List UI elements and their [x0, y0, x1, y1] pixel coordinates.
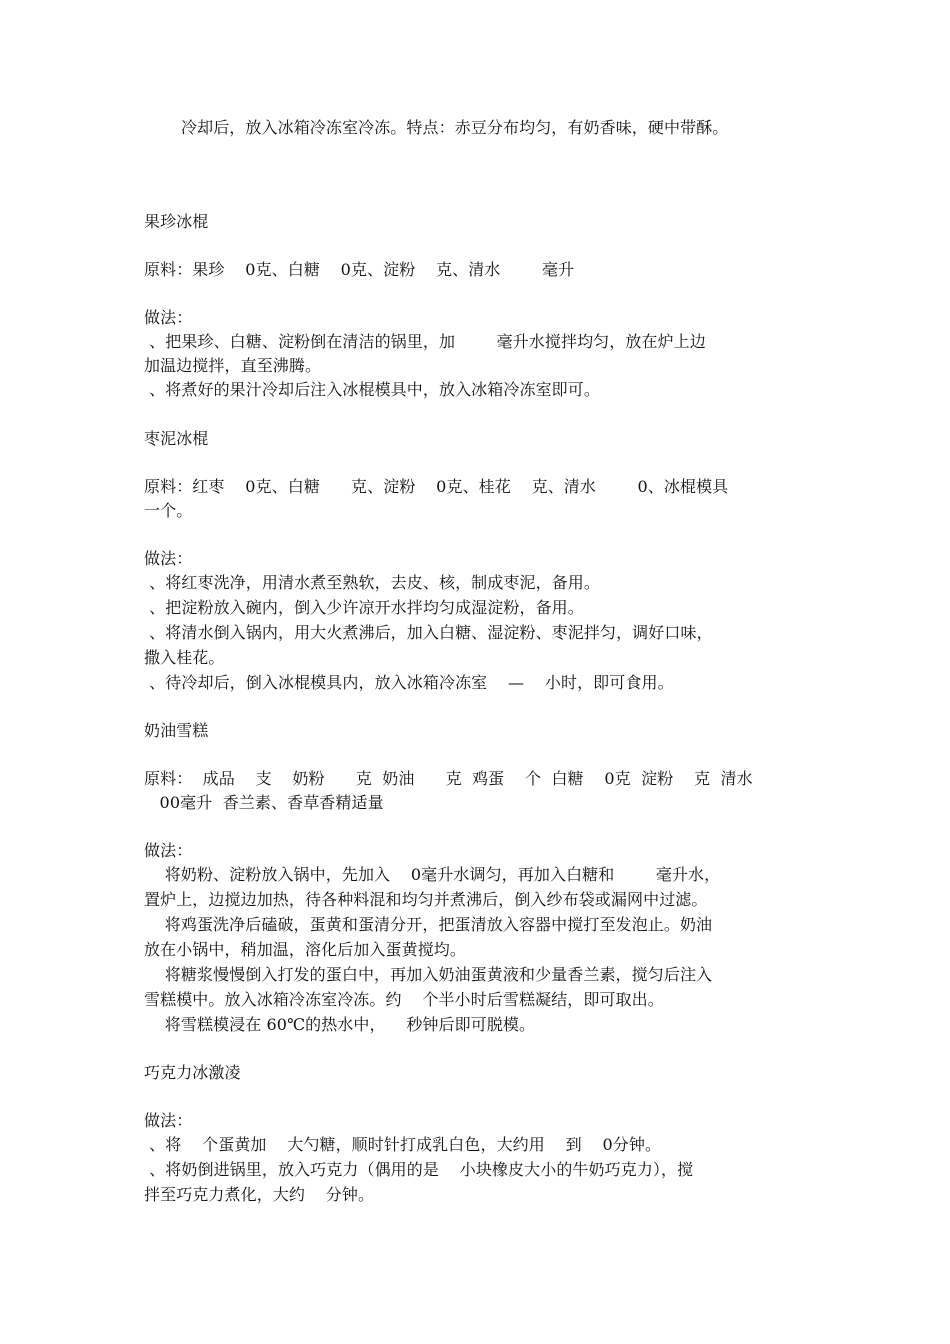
- intro-line: 冷却后，放入冰箱冷冻室冷冻。特点：赤豆分布均匀，有奶香味，硬中带酥。: [181, 118, 729, 137]
- section-title-zaoni: 枣泥冰棍: [144, 429, 209, 448]
- ingredients-zaoni-1: 原料：红枣 0克、白糖 克、淀粉 0克、桂花 克、清水 0、冰棍模具: [144, 477, 729, 496]
- step-line: 、将奶倒进锅里，放入巧克力（偶用的是 小块橡皮大小的牛奶巧克力），搅: [144, 1160, 694, 1179]
- method-label-naiyou: 做法：: [144, 841, 193, 860]
- step-line: 将雪糕模浸在 60℃的热水中， 秒钟后即可脱模。: [144, 1015, 536, 1034]
- step-line: 放在小锅中，稍加温，溶化后加入蛋黄搅均。: [144, 940, 467, 959]
- step-line: 将奶粉、淀粉放入锅中，先加入 0毫升水调匀，再加入白糖和 毫升水，: [144, 865, 721, 884]
- ingredients-naiyou-2: 00毫升 香兰素、香草香精适量: [144, 793, 384, 812]
- ingredients-zaoni-2: 一个。: [144, 501, 193, 520]
- ingredients-guozhen: 原料：果珍 0克、白糖 0克、淀粉 克、清水 毫升: [144, 260, 575, 279]
- step-line: 、把淀粉放入碗内，倒入少许凉开水拌均匀成湿淀粉，备用。: [144, 598, 584, 617]
- step-line: 、将 个蛋黄加 大勺糖，顺时针打成乳白色，大约用 到 0分钟。: [144, 1135, 662, 1154]
- method-label-guozhen: 做法：: [144, 308, 193, 327]
- section-title-guozhen: 果珍冰棍: [144, 212, 209, 231]
- step-line: 雪糕模中。放入冰箱冷冻室冷冻。约 个半小时后雪糕凝结，即可取出。: [144, 990, 664, 1009]
- step-line: 拌至巧克力煮化，大约 分钟。: [144, 1185, 375, 1204]
- section-title-qiaokeli: 巧克力冰激凌: [144, 1063, 241, 1082]
- method-label-qiaokeli: 做法：: [144, 1111, 193, 1130]
- step-line: 加温边搅拌，直至沸腾。: [144, 356, 322, 375]
- step-line: 将糖浆慢慢倒入打发的蛋白中，再加入奶油蛋黄液和少量香兰素，搅匀后注入: [144, 965, 713, 984]
- step-line: 、将煮好的果汁冷却后注入冰棍模具中，放入冰箱冷冻室即可。: [144, 380, 600, 399]
- step-line: 、把果珍、白糖、淀粉倒在清洁的锅里，加 毫升水搅拌均匀，放在炉上边: [144, 332, 706, 351]
- step-line: 撒入桂花。: [144, 648, 225, 667]
- section-title-naiyou: 奶油雪糕: [144, 721, 209, 740]
- step-line: 置炉上，边搅边加热，待各种料混和均匀并煮沸后，倒入纱布袋或漏网中过滤。: [144, 890, 708, 909]
- step-line: 将鸡蛋洗净后磕破，蛋黄和蛋清分开，把蛋清放入容器中搅打至发泡止。奶油: [144, 915, 713, 934]
- ingredients-naiyou-1: 原料： 成品 支 奶粉 克 奶油 克 鸡蛋 个 白糖 0克 淀粉 克 清水: [144, 769, 753, 788]
- step-line: 、待冷却后，倒入冰棍模具内，放入冰箱冷冻室 — 小时，即可食用。: [144, 673, 674, 692]
- method-label-zaoni: 做法：: [144, 549, 193, 568]
- step-line: 、将红枣洗净，用清水煮至熟软，去皮、核，制成枣泥，备用。: [144, 573, 600, 592]
- step-line: 、将清水倒入锅内，用大火煮沸后，加入白糖、湿淀粉、枣泥拌匀，调好口味，: [144, 623, 713, 642]
